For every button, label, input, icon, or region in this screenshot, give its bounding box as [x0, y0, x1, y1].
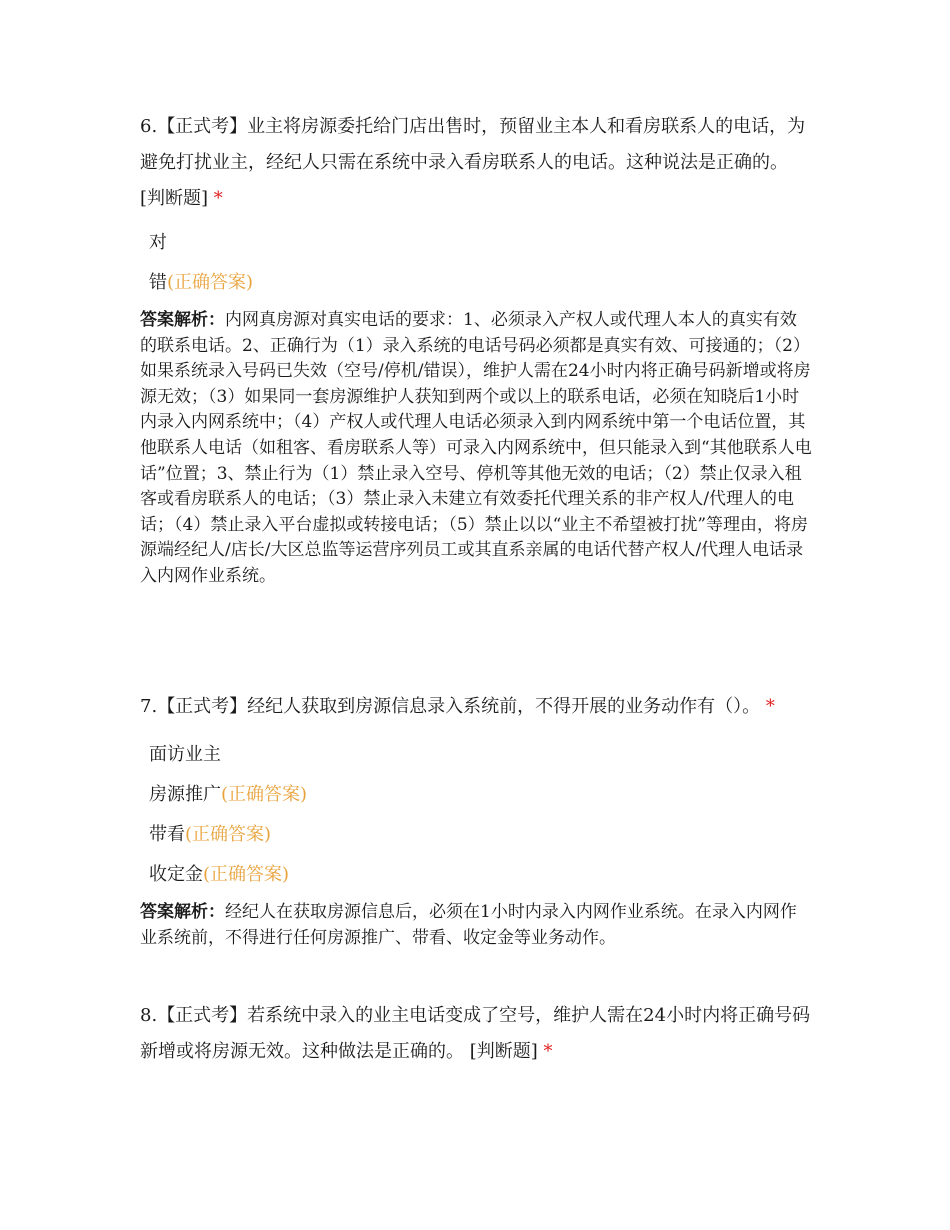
option-item[interactable]: [140, 263, 812, 303]
option-list: [140, 735, 812, 895]
question-stem: [140, 998, 812, 1070]
option-item[interactable]: [140, 223, 812, 263]
question-8: [140, 998, 812, 1070]
answer-analysis: [140, 900, 812, 951]
option-item[interactable]: [140, 775, 812, 815]
analysis-text: 经纪人在获取房源信息后，必须在1小时内录入内网作业系统。在录入内网作业系统前，不得进行任何房源推广、带看、收定金等业务动作。: [140, 902, 797, 948]
correct-answer-tag: (正确答案): [203, 864, 290, 885]
analysis-label: 答案解析：: [140, 902, 225, 922]
question-text: 【正式考】若系统中录入的业主电话变成了空号，维护人需在24小时内将正确号码新增或将房源无效。这种做法是正确的。: [140, 1005, 811, 1062]
option-label: 带看: [149, 824, 185, 845]
required-mark: *: [213, 188, 223, 209]
option-item[interactable]: [140, 855, 812, 895]
required-mark: *: [765, 696, 775, 717]
question-text: 【正式考】业主将房源委托给门店出售时，预留业主本人和看房联系人的电话，为避免打扰业主，经纪人只需在系统中录入看房联系人的电话。这种说法是正确的。: [140, 116, 806, 173]
analysis-label: 答案解析：: [140, 310, 225, 330]
option-label: 错: [149, 272, 167, 293]
option-label: 面访业主: [149, 744, 221, 765]
correct-answer-tag: (正确答案): [167, 272, 254, 293]
question-number: 8.: [140, 1005, 158, 1026]
option-list: [140, 223, 812, 303]
option-item[interactable]: [140, 815, 812, 855]
option-label: 房源推广: [149, 784, 221, 805]
answer-analysis: [140, 308, 812, 590]
option-item[interactable]: [140, 735, 812, 775]
analysis-text: 内网真房源对真实电话的要求：1、必须录入产权人或代理人本人的真实有效的联系电话。2、正确行为（1）录入系统的电话号码必须都是真实有效、可接通的；（2）如果系统录入号码已失效（空号/停机/错误），维护人需在24小时内将正确号码新增或将房源无效；（3）如果同一套房源维护人获知到两个或以上的联系电话，必须在知晓后1小时内录入内网系统中；（4）产权人或代理人电话必须录入到内网系统中第一个电话位置，其他联系人电话（如租客、看房联系人等）可录入内网系统中，但只能录入到“其他联系人电话”位置；3、禁止行为（1）禁止录入空号、停机等其他无效的电话；（2）禁止仅录入租客或看房联系人的电话；（3）禁止录入未建立有效委托代理关系的非产权人/代理人的电话；（4）禁止录入平台虚拟或转接电话；（5）禁止以以“业主不希望被打扰”等理由，将房源端经纪人/店长/大区总监等运营序列员工或其直系亲属的电话代替产权人/代理人电话录入内网作业系统。: [140, 310, 812, 586]
question-stem: [140, 689, 812, 725]
required-mark: *: [543, 1041, 553, 1062]
option-label: 收定金: [149, 864, 203, 885]
question-type-tag: [判断题]: [140, 188, 209, 209]
question-text: 【正式考】经纪人获取到房源信息录入系统前，不得开展的业务动作有（）。: [157, 696, 761, 717]
question-number: 7.: [140, 696, 158, 717]
question-6: [140, 109, 812, 590]
question-number: 6.: [140, 116, 158, 137]
question-type-tag: [判断题]: [469, 1041, 538, 1062]
option-label: 对: [149, 232, 167, 253]
question-7: [140, 689, 812, 951]
correct-answer-tag: (正确答案): [221, 784, 308, 805]
question-stem: [140, 109, 812, 217]
correct-answer-tag: (正确答案): [185, 824, 272, 845]
